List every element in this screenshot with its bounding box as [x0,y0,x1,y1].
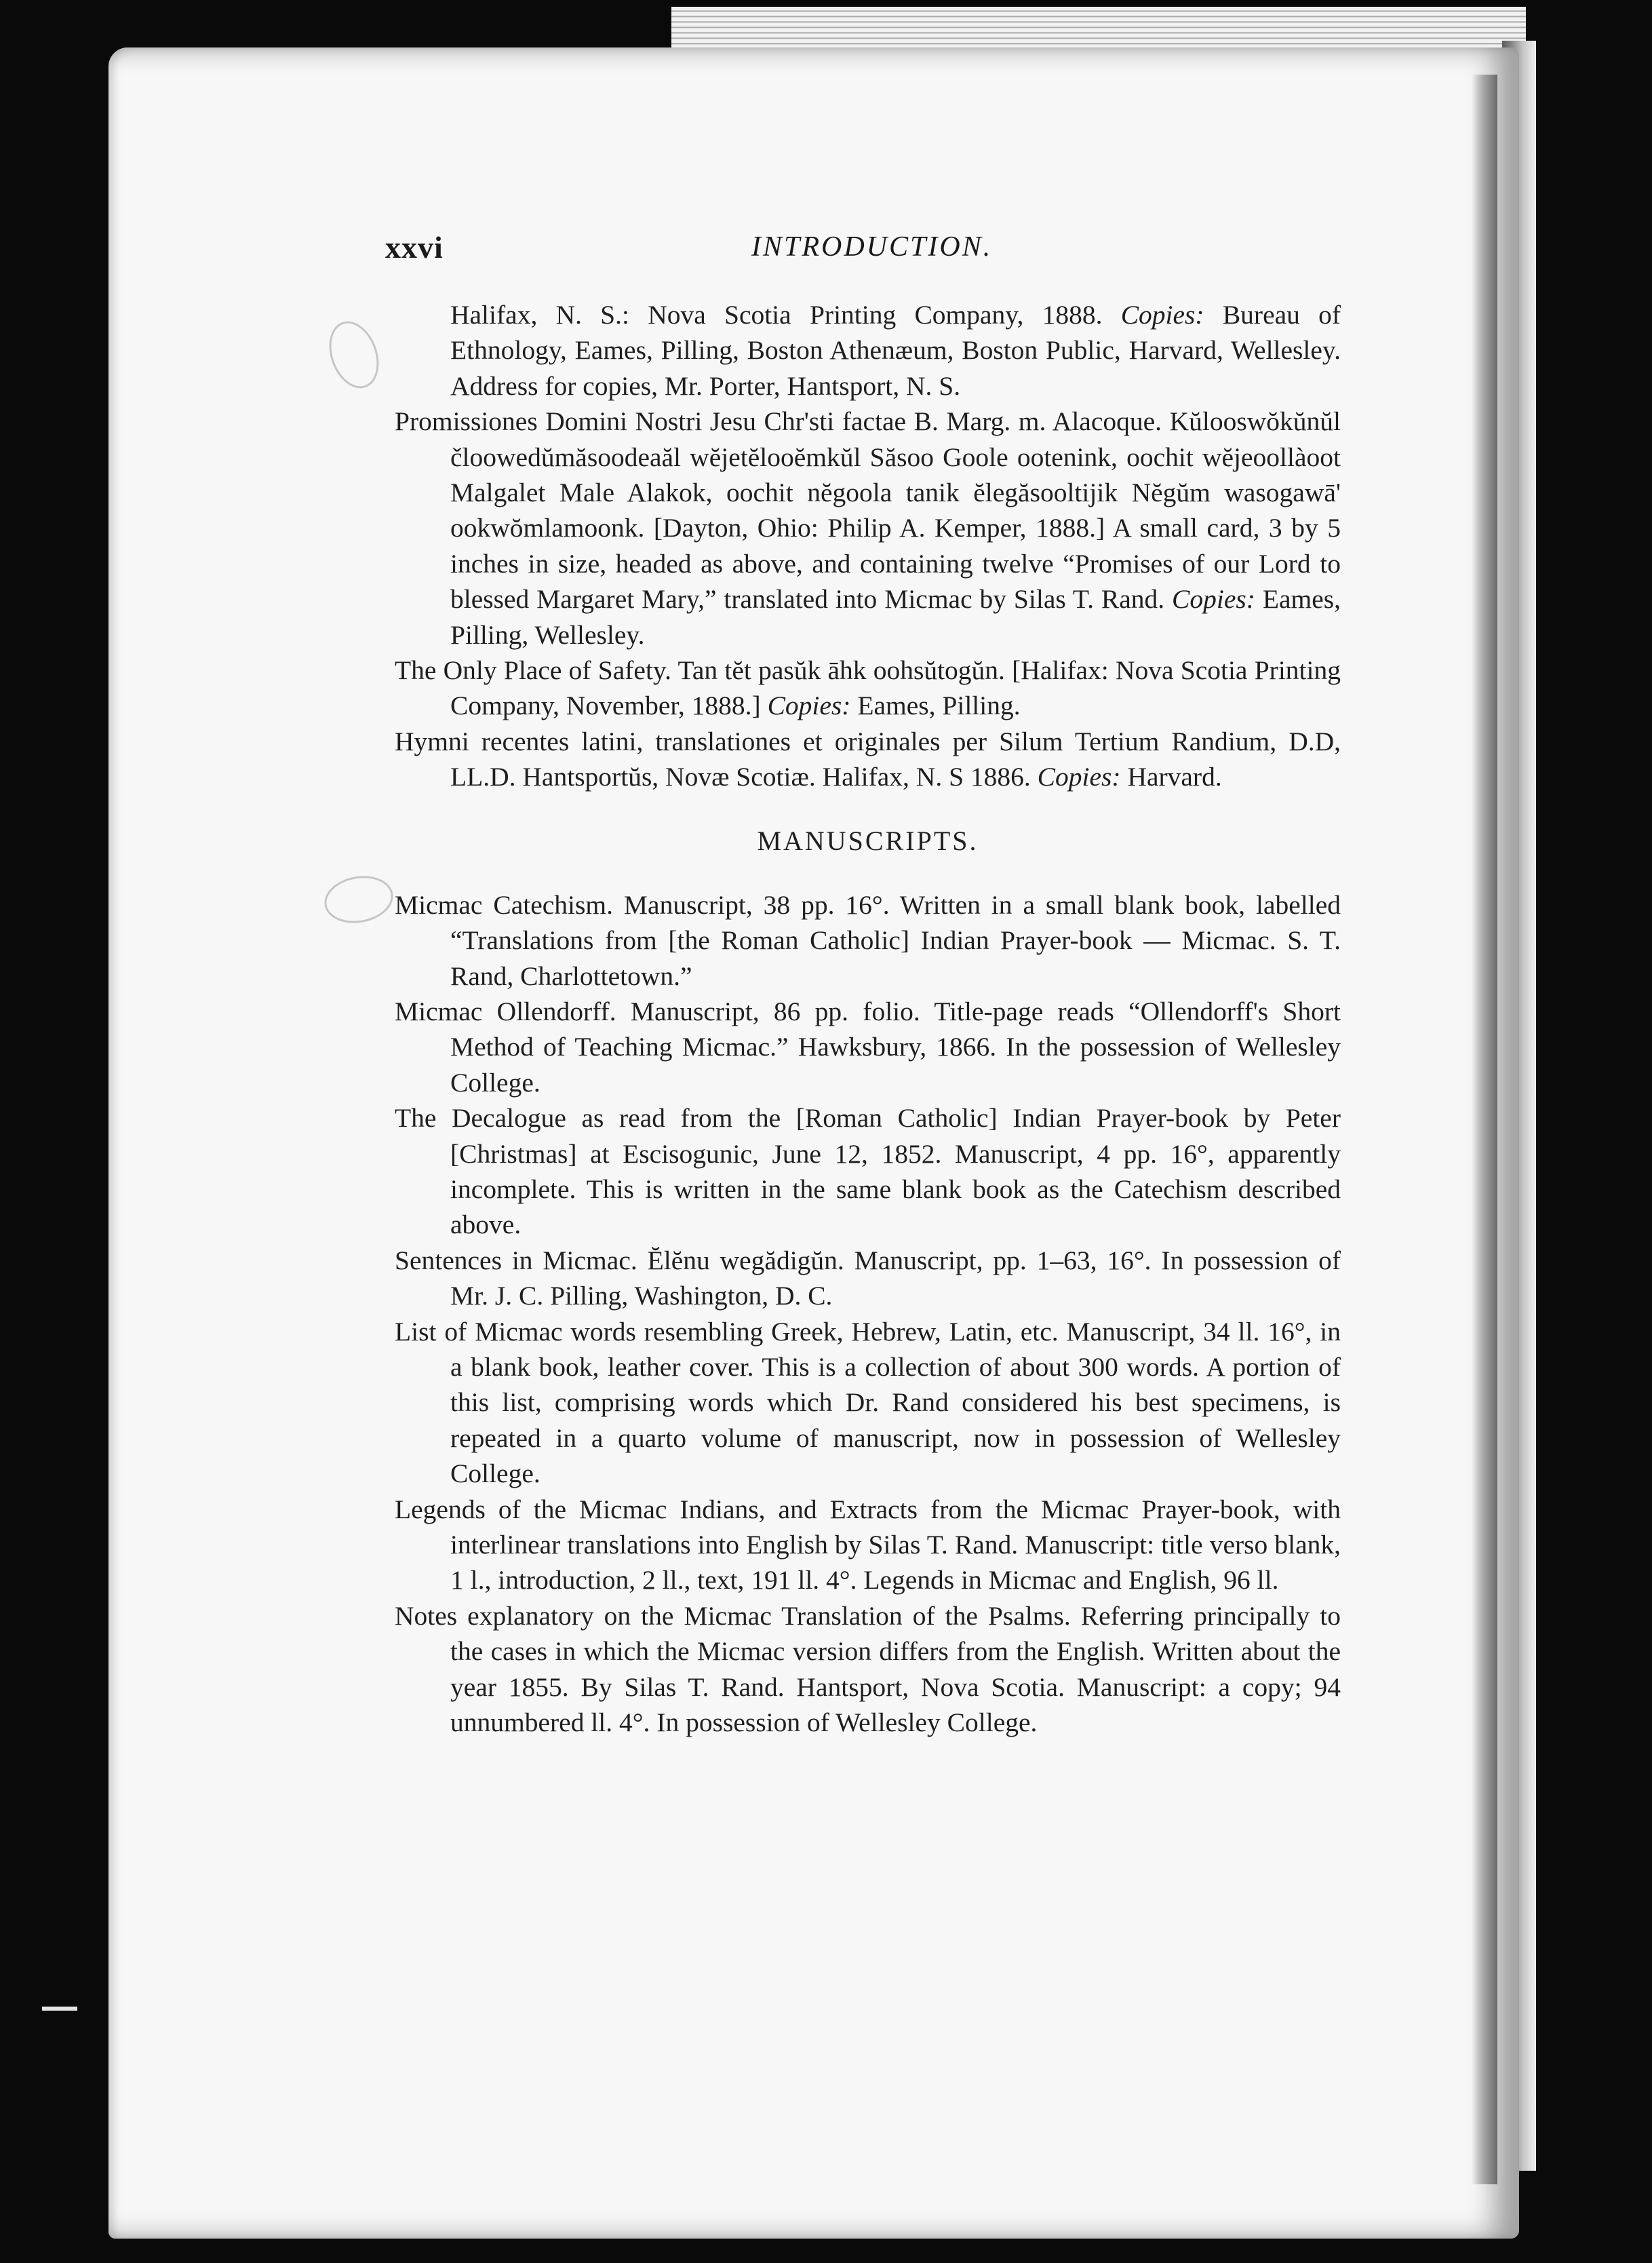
bibliography-entry [395,1100,1341,1243]
text-block [395,297,1341,1740]
entry-text: The Only Place of Safety. Tan tĕt pasŭk āhk oohsŭtogŭn. [Halifax: Nova Scotia Printing Company, November, 1888.] [395,655,1341,721]
entry-text: List of Micmac words resembling Greek, Hebrew, Latin, etc. Manuscript, 34 ll. 16°, in a blank book, leather cover. This is a collection of about 300 words. A portion of this list, comprising words which Dr. Rand considered his best specimens, is repeated in a quarto volume of manuscript, now in possession of Wellesley College. [395,1316,1341,1489]
bibliography-entry [395,297,1341,404]
italic-label: Copies: [767,691,851,721]
bibliography-entry [395,1243,1341,1314]
entry-text: Notes explanatory on the Micmac Translation of the Psalms. Referring principally to the cases in which the Micmac version differs from the English. Written about the year 1855. By Silas T. Rand. Hantsport, Nova Scotia. Manuscript: a copy; 94 unnumbered ll. 4°. In possession of Wellesley College. [395,1600,1341,1738]
bibliography-entry [395,1492,1341,1598]
section-heading: MANUSCRIPTS. [757,825,979,856]
page-number: xxvi [385,230,444,265]
manuscript-entries [395,887,1341,1741]
entry-text: The Decalogue as read from the [Roman Catholic] Indian Prayer-book by Peter [Christmas] at Escisogunic, June 12, 1852. Manuscript, 4 pp. 16°, apparently incomplete. This is written in the same blank book as the Catechism described above. [395,1103,1341,1240]
bibliography-entry [395,724,1341,795]
italic-label: Copies: [1172,584,1255,615]
bibliography-entry [395,994,1341,1100]
entry-text: Sentences in Micmac. Ĕlĕnu wegădigŭn. Manuscript, pp. 1–63, 16°. In possession of Mr. J. C. Pilling, Washington, D. C. [395,1245,1341,1311]
entry-text: Harvard. [1120,762,1222,792]
entry-text: Micmac Ollendorff. Manuscript, 86 pp. folio. Title-page reads “Ollendorff's Short Method of Teaching Micmac.” Hawksbury, 1866. In the possession of Wellesley College. [395,996,1341,1098]
bibliography-entry [395,1598,1341,1741]
bibliography-entry [395,653,1341,724]
bibliography-entry [395,404,1341,653]
entry-text: Micmac Catechism. Manuscript, 38 pp. 16°. Written in a small blank book, labelled “Translations from [the Roman Catholic] Indian Prayer-book — Micmac. S. T. Rand, Charlottetown.” [395,889,1341,991]
entry-text: Halifax, N. S.: Nova Scotia Printing Company, 1888. [450,300,1121,330]
entry-text: Hymni recentes latini, translationes et originales per Silum Tertium Randium, D.D, LL.D. Hantsportŭs, Novæ Scotiæ. Halifax, N. S 1886. [395,726,1341,792]
running-title: INTRODUCTION. [751,231,993,263]
bibliography-entries [395,297,1341,795]
italic-label: Copies: [1120,300,1204,330]
bibliography-entry [395,887,1341,994]
entry-text: Legends of the Micmac Indians, and Extracts from the Micmac Prayer-book, with interlinear translations into English by Silas T. Rand. Manuscript: title verso blank, 1 l., introduction, 2 ll., text, 191 ll. 4°. Legends in Micmac and English, 96 ll. [395,1494,1341,1595]
binding-shadow [1472,75,1497,2184]
italic-label: Copies: [1037,762,1121,792]
scan-speck [42,2007,77,2011]
entry-text: Bureau of Ethnology, Eames, Pilling, Boston Athenæum, Boston Public, Harvard, Wellesley. Address for copies, Mr. Porter, Hantsport, N. S. [450,300,1341,401]
entry-text: Eames, Pilling, Wellesley. [450,584,1341,650]
bibliography-entry [395,1314,1341,1492]
entry-text: Eames, Pilling. [850,691,1021,721]
running-head [385,229,1355,270]
entry-text: Promissiones Domini Nostri Jesu Chr'sti factae B. Marg. m. Alacoque. Kŭlooswŏkŭnŭl čloowedŭmăsoodeaăl wĕjetĕlooĕmkŭl Săsoo Goole ootenink, oochit wĕjeoollàoot Malgalet Male Alakok, oochit nĕgoola tanik ĕlegăsooltijik Nĕgŭm wasogawā' ookwŏmlamoonk. [Dayton, Ohio: Philip A. Kemper, 1888.] A small card, 3 by 5 inches in size, headed as above, and containing twelve “Promises of our Lord to blessed Margaret Mary,” translated into Micmac by Silas T. Rand. [395,406,1341,615]
